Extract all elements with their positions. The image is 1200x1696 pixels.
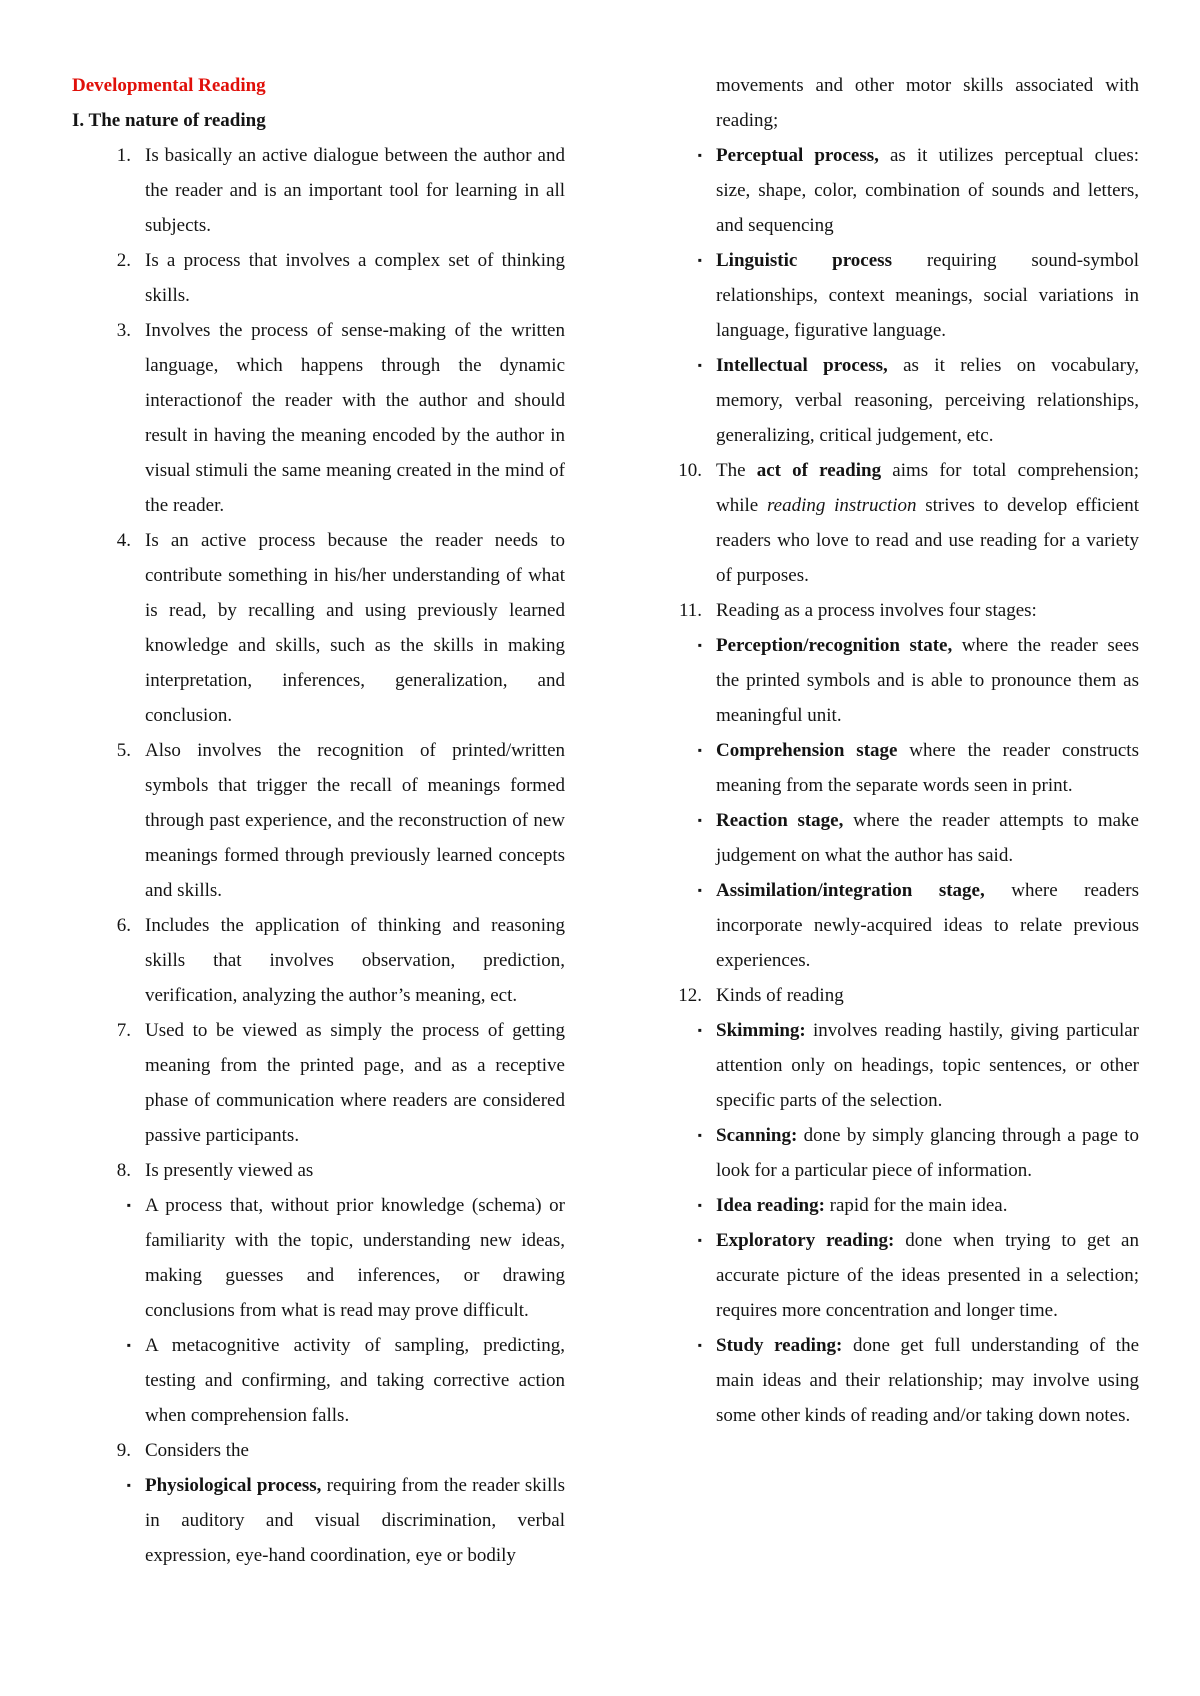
item-number: 10. — [678, 460, 702, 481]
item-text — [145, 313, 565, 523]
numbered-item — [72, 138, 565, 243]
bullet-marker: ▪ — [126, 1478, 131, 1492]
right-column — [643, 68, 1139, 1433]
bullet-marker: ▪ — [697, 743, 702, 757]
item-text — [716, 68, 1139, 138]
bullet-item — [643, 1328, 1139, 1433]
item-text — [716, 803, 1139, 873]
bullet-item — [643, 1013, 1139, 1118]
item-text — [716, 593, 1139, 628]
numbered-item — [643, 593, 1139, 628]
italic-term: reading instruction — [766, 495, 917, 516]
item-text — [716, 1013, 1139, 1118]
numbered-item — [72, 243, 565, 313]
bold-term: Skimming: — [716, 1020, 806, 1041]
item-text — [145, 1188, 565, 1328]
text-run: done when trying to get an accurate picture of the ideas presented in a selection; requires more concentration and longer time. — [716, 1230, 1139, 1321]
item-number: 9. — [116, 1440, 131, 1461]
item-number: 11. — [678, 600, 702, 621]
text-run: Is presently viewed as — [145, 1160, 314, 1181]
bold-term: Idea reading: — [716, 1195, 825, 1216]
numbered-item — [72, 313, 565, 523]
text-run: Kinds of reading — [716, 985, 844, 1006]
numbered-item — [72, 1153, 565, 1188]
bold-term: Linguistic process — [716, 250, 892, 271]
text-run: A process that, without prior knowledge (schema) or familiarity with the topic, understanding new ideas, making guesses and inferences, or drawing conclusions from what is read may prove difficult. — [145, 1195, 565, 1321]
numbered-item — [72, 1433, 565, 1468]
text-run: movements and other motor skills associated with reading; — [716, 75, 1139, 131]
bold-term: Physiological process, — [145, 1475, 322, 1496]
text-run: aims for total comprehension; while — [716, 460, 1139, 516]
numbered-item — [72, 1013, 565, 1153]
bullet-item — [72, 1328, 565, 1433]
bullet-marker: ▪ — [697, 148, 702, 162]
item-text — [145, 1433, 565, 1468]
item-number: 2. — [116, 250, 131, 271]
item-text — [145, 523, 565, 733]
bullet-item — [643, 1118, 1139, 1188]
bullet-marker: ▪ — [126, 1338, 131, 1352]
left-column — [72, 68, 565, 1573]
bold-term: act of reading — [756, 460, 882, 481]
item-number: 1. — [116, 145, 131, 166]
text-run: Involves the process of sense-making of the written language, which happens through the dynamic interactionof the reader with the author and should result in having the meaning encoded by the author in visual stimuli the same meaning created in the mind of the reader. — [145, 320, 565, 516]
item-text — [145, 243, 565, 313]
item-number: 6. — [116, 915, 131, 936]
text-run: Reading as a process involves four stages: — [716, 600, 1037, 621]
item-text — [716, 348, 1139, 453]
bullet-marker: ▪ — [697, 1338, 702, 1352]
item-number: 7. — [116, 1020, 131, 1041]
right-item-list — [643, 68, 1139, 1433]
text-run: Is a process that involves a complex set of thinking skills. — [145, 250, 565, 306]
text-run: A metacognitive activity of sampling, predicting, testing and confirming, and taking corrective action when comprehension falls. — [145, 1335, 565, 1426]
bullet-marker: ▪ — [697, 1023, 702, 1037]
text-run: done by simply glancing through a page to look for a particular piece of information. — [716, 1125, 1139, 1181]
item-text — [716, 1223, 1139, 1328]
bullet-marker: ▪ — [697, 1128, 702, 1142]
section-heading: I. The nature of reading — [72, 110, 266, 131]
item-text — [145, 733, 565, 908]
bullet-marker: ▪ — [697, 813, 702, 827]
item-text — [145, 1013, 565, 1153]
bold-term: Exploratory reading: — [716, 1230, 895, 1251]
bullet-marker: ▪ — [697, 358, 702, 372]
numbered-item — [72, 733, 565, 908]
text-run: requiring sound-symbol relationships, context meanings, social variations in language, figurative language. — [716, 250, 1139, 341]
item-text — [145, 908, 565, 1013]
text-run: involves reading hastily, giving particular attention only on headings, topic sentences, or other specific parts of the selection. — [716, 1020, 1139, 1111]
document-title: Developmental Reading — [72, 75, 266, 96]
text-run: rapid for the main idea. — [824, 1195, 1008, 1216]
text-run: where readers incorporate newly-acquired ideas to relate previous experiences. — [716, 880, 1140, 971]
bullet-item — [643, 803, 1139, 873]
text-run: done get full understanding of the main ideas and their relationship; may involve using some other kinds of reading and/or taking down notes. — [716, 1335, 1140, 1426]
text-run: Also involves the recognition of printed/written symbols that trigger the recall of meanings formed through past experience, and the reconstruction of new meanings formed through previously learned concepts and skills. — [145, 740, 565, 901]
bold-term: Perceptual process, — [716, 145, 879, 166]
numbered-item — [643, 978, 1139, 1013]
text-run: The — [716, 460, 757, 481]
item-number — [643, 68, 716, 138]
text-run: where the reader constructs meaning from the separate words seen in print. — [716, 740, 1139, 796]
item-text — [716, 243, 1139, 348]
bullet-item — [72, 1188, 565, 1328]
item-text — [145, 1328, 565, 1433]
continuation-text — [643, 68, 1139, 138]
item-text — [716, 1118, 1139, 1188]
bold-term: Reaction stage, — [716, 810, 844, 831]
item-text — [716, 453, 1139, 593]
item-text — [716, 628, 1139, 733]
bullet-marker: ▪ — [697, 1198, 702, 1212]
bullet-item — [643, 873, 1139, 978]
item-text — [145, 1153, 565, 1188]
text-run: Includes the application of thinking and reasoning skills that involves observation, prediction, verification, analyzing the author’s meaning, ect. — [145, 915, 565, 1006]
item-text — [716, 1188, 1139, 1223]
item-text — [716, 873, 1139, 978]
numbered-item — [643, 453, 1139, 593]
bold-term: Intellectual process, — [716, 355, 888, 376]
left-item-list — [72, 138, 565, 1573]
text-run: Considers the — [145, 1440, 249, 1461]
bullet-item — [643, 1188, 1139, 1223]
bold-term: Perception/recognition state, — [716, 635, 953, 656]
item-text — [716, 978, 1139, 1013]
bullet-marker: ▪ — [697, 883, 702, 897]
bullet-item — [643, 1223, 1139, 1328]
text-run: where the reader attempts to make judgement on what the author has said. — [716, 810, 1139, 866]
item-number: 5. — [116, 740, 131, 761]
bullet-item — [643, 733, 1139, 803]
item-text — [716, 1328, 1139, 1433]
text-run: as it relies on vocabulary, memory, verbal reasoning, perceiving relationships, generalizing, critical judgement, etc. — [716, 355, 1139, 446]
bold-term: Assimilation/integration stage, — [716, 880, 985, 901]
text-run: where the reader sees the printed symbols and is able to pronounce them as meaningful unit. — [716, 635, 1139, 726]
item-number: 8. — [116, 1160, 131, 1181]
bold-term: Scanning: — [716, 1125, 798, 1146]
bullet-item — [643, 628, 1139, 733]
bold-term: Comprehension stage — [716, 740, 898, 761]
item-number: 4. — [116, 530, 131, 551]
text-run: strives to develop efficient readers who love to read and use reading for a variety of purposes. — [716, 495, 1139, 586]
text-run: Is basically an active dialogue between the author and the reader and is an important tool for learning in all subjects. — [145, 145, 565, 236]
bullet-item — [643, 138, 1139, 243]
bold-term: Study reading: — [716, 1335, 843, 1356]
bullet-marker: ▪ — [697, 1233, 702, 1247]
bullet-item — [643, 348, 1139, 453]
bullet-marker: ▪ — [697, 638, 702, 652]
text-run: Used to be viewed as simply the process of getting meaning from the printed page, and as a receptive phase of communication where readers are considered passive participants. — [145, 1020, 565, 1146]
bullet-item — [72, 1468, 565, 1573]
item-text — [145, 1468, 565, 1573]
item-text — [716, 733, 1139, 803]
item-number: 12. — [678, 985, 702, 1006]
bullet-item — [643, 243, 1139, 348]
text-run: as it utilizes perceptual clues: size, shape, color, combination of sounds and letters, and sequencing — [716, 145, 1140, 236]
item-text — [716, 138, 1139, 243]
item-text — [145, 138, 565, 243]
text-run: requiring from the reader skills in auditory and visual discrimination, verbal expression, eye-hand coordination, eye or bodily — [145, 1475, 565, 1566]
bullet-marker: ▪ — [126, 1198, 131, 1212]
numbered-item — [72, 523, 565, 733]
item-number: 3. — [116, 320, 131, 341]
numbered-item — [72, 908, 565, 1013]
bullet-marker: ▪ — [697, 253, 702, 267]
text-run: Is an active process because the reader needs to contribute something in his/her understanding of what is read, by recalling and using previously learned knowledge and skills, such as the skills in making interpretation, inferences, generalization, and conclusion. — [145, 530, 565, 726]
